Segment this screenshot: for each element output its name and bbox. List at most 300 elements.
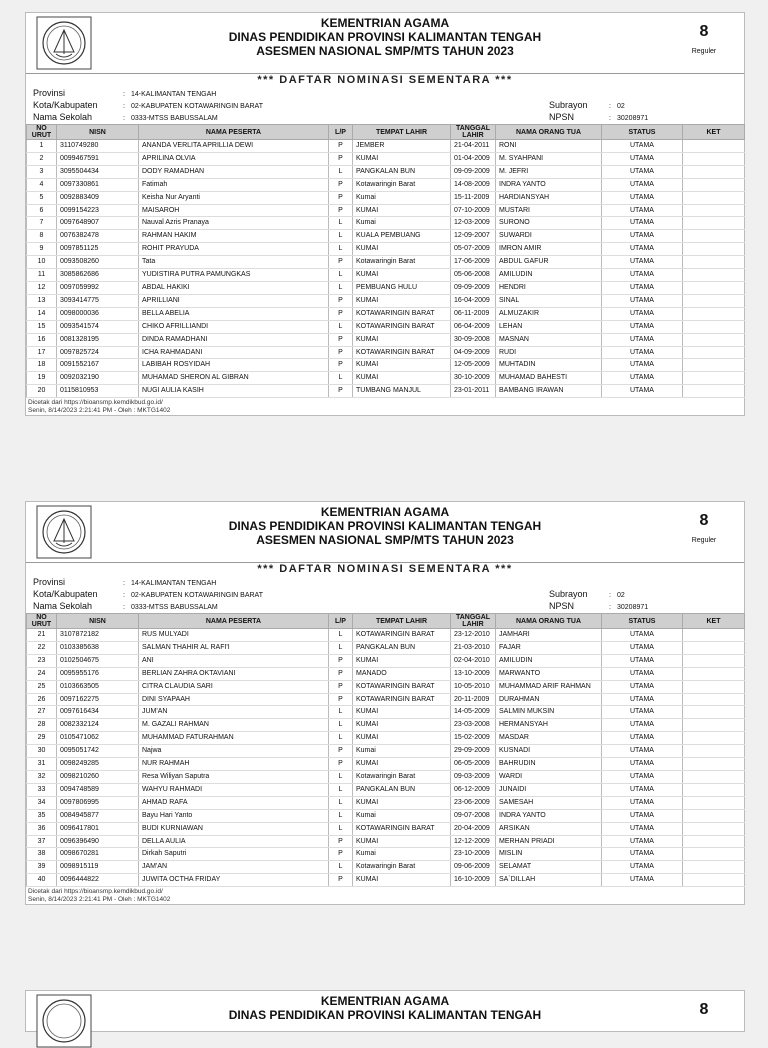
- page-header: [26, 13, 744, 74]
- cell-nama: Nauval Azris Pranaya: [139, 217, 329, 230]
- cell-status: UTAMA: [602, 809, 683, 822]
- cell-no: 25: [27, 680, 57, 693]
- cell-tempat-lahir: PANGKALAN BUN: [353, 783, 451, 796]
- cell-no: 14: [27, 307, 57, 320]
- table-row: [27, 822, 745, 835]
- cell-lp: P: [329, 359, 353, 372]
- cell-no: 29: [27, 732, 57, 745]
- table-row: [27, 281, 745, 294]
- cell-nama-ortu: MARWANTO: [496, 667, 602, 680]
- provinsi-label: Provinsi: [33, 88, 66, 98]
- report-page-1: [25, 12, 745, 416]
- cell-no: 8: [27, 230, 57, 243]
- cell-nisn: 0092032190: [57, 372, 139, 385]
- cell-tanggal-lahir: 09-09-2009: [451, 165, 496, 178]
- cell-lp: P: [329, 346, 353, 359]
- cell-tanggal-lahir: 12-05-2009: [451, 359, 496, 372]
- cell-nama: MUHAMMAD FATURAHMAN: [139, 732, 329, 745]
- cell-nama: NUR RAHMAH: [139, 758, 329, 771]
- cell-lp: P: [329, 140, 353, 153]
- cell-lp: P: [329, 256, 353, 269]
- cell-nama-ortu: MASDAR: [496, 732, 602, 745]
- cell-status: UTAMA: [602, 654, 683, 667]
- cell-tempat-lahir: KOTAWARINGIN BARAT: [353, 693, 451, 706]
- cell-status: UTAMA: [602, 178, 683, 191]
- cell-nama: WAHYU RAHMADI: [139, 783, 329, 796]
- cell-tempat-lahir: KUMAI: [353, 719, 451, 732]
- cell-ket: [683, 667, 745, 680]
- table-row: [27, 783, 745, 796]
- footer-line-2: Senin, 8/14/2023 2:21:41 PM - Oleh : MKTG1402: [28, 407, 171, 415]
- cell-lp: L: [329, 732, 353, 745]
- cell-ket: [683, 835, 745, 848]
- cell-nama-ortu: M. SYAHPANI: [496, 152, 602, 165]
- provinsi-value: 14-KALIMANTAN TENGAH: [131, 91, 217, 98]
- cell-no: 2: [27, 152, 57, 165]
- cell-tempat-lahir: MANADO: [353, 667, 451, 680]
- cell-lp: P: [329, 385, 353, 398]
- cell-tanggal-lahir: 13-10-2009: [451, 667, 496, 680]
- table-row: [27, 178, 745, 191]
- cell-ket: [683, 641, 745, 654]
- cell-status: UTAMA: [602, 693, 683, 706]
- cell-ket: [683, 758, 745, 771]
- cell-no: 35: [27, 809, 57, 822]
- cell-ket: [683, 680, 745, 693]
- cell-ket: [683, 783, 745, 796]
- cell-status: UTAMA: [602, 333, 683, 346]
- cell-no: 15: [27, 320, 57, 333]
- cell-tempat-lahir: KUMAI: [353, 654, 451, 667]
- cell-ket: [683, 372, 745, 385]
- cell-tempat-lahir: KOTAWARINGIN BARAT: [353, 629, 451, 642]
- cell-tanggal-lahir: 12-09-2007: [451, 230, 496, 243]
- cell-ket: [683, 809, 745, 822]
- table-row: [27, 256, 745, 269]
- cell-nisn: 0096417801: [57, 822, 139, 835]
- cell-tempat-lahir: PANGKALAN BUN: [353, 641, 451, 654]
- cell-nisn: 0091552167: [57, 359, 139, 372]
- cell-nama-ortu: INDRA YANTO: [496, 178, 602, 191]
- cell-tanggal-lahir: 12-12-2009: [451, 835, 496, 848]
- subrayon-label: Subrayon: [549, 589, 588, 599]
- npsn-value: 30208971: [617, 115, 649, 122]
- cell-nisn: 0097162275: [57, 693, 139, 706]
- cell-status: UTAMA: [602, 641, 683, 654]
- cell-status: UTAMA: [602, 835, 683, 848]
- col-tanggal: TANGGAL LAHIR: [451, 614, 496, 629]
- cell-nisn: 0097330861: [57, 178, 139, 191]
- cell-tanggal-lahir: 21-03-2010: [451, 641, 496, 654]
- sekolah-label: Nama Sekolah: [33, 112, 93, 122]
- cell-nama: DODY RAMADHAN: [139, 165, 329, 178]
- cell-nisn: 0103663505: [57, 680, 139, 693]
- cell-lp: L: [329, 269, 353, 282]
- cell-tanggal-lahir: 14-08-2009: [451, 178, 496, 191]
- cell-tanggal-lahir: 06-11-2009: [451, 307, 496, 320]
- cell-tempat-lahir: Kumai: [353, 809, 451, 822]
- cell-nisn: 0098915119: [57, 861, 139, 874]
- cell-nisn: 0103385638: [57, 641, 139, 654]
- cell-nama: Tata: [139, 256, 329, 269]
- cell-lp: P: [329, 294, 353, 307]
- cell-nama: APRILINA OLVIA: [139, 152, 329, 165]
- cell-nama: DINI SYAPAAH: [139, 693, 329, 706]
- cell-no: 12: [27, 281, 57, 294]
- subrayon-value: 02: [617, 592, 625, 599]
- cell-tempat-lahir: Kotawaringin Barat: [353, 770, 451, 783]
- cell-tempat-lahir: Kumai: [353, 745, 451, 758]
- cell-status: UTAMA: [602, 269, 683, 282]
- cell-tempat-lahir: KUMAI: [353, 152, 451, 165]
- cell-ket: [683, 745, 745, 758]
- cell-no: 21: [27, 629, 57, 642]
- table-row: [27, 835, 745, 848]
- cell-tempat-lahir: Kotawaringin Barat: [353, 178, 451, 191]
- cell-nisn: 0115810953: [57, 385, 139, 398]
- cell-lp: P: [329, 178, 353, 191]
- cell-no: 11: [27, 269, 57, 282]
- table-row: [27, 307, 745, 320]
- cell-no: 33: [27, 783, 57, 796]
- header-line-2: DINAS PENDIDIKAN PROVINSI KALIMANTAN TENGAH: [228, 519, 542, 533]
- cell-nama-ortu: AMILUDIN: [496, 654, 602, 667]
- col-no: NO URUT: [27, 614, 57, 629]
- sekolah-label: Nama Sekolah: [33, 601, 93, 611]
- cell-status: UTAMA: [602, 294, 683, 307]
- cell-status: UTAMA: [602, 822, 683, 835]
- kota-label: Kota/Kabupaten: [33, 100, 98, 110]
- cell-lp: L: [329, 809, 353, 822]
- cell-nisn: 3107872182: [57, 629, 139, 642]
- cell-no: 26: [27, 693, 57, 706]
- page-number: 8: [699, 1001, 709, 1018]
- cell-nama-ortu: RONI: [496, 140, 602, 153]
- table-row: [27, 874, 745, 887]
- cell-lp: L: [329, 165, 353, 178]
- cell-nisn: 0095051742: [57, 745, 139, 758]
- cell-tanggal-lahir: 23-10-2009: [451, 848, 496, 861]
- cell-lp: L: [329, 719, 353, 732]
- cell-nama-ortu: ABDUL GAFUR: [496, 256, 602, 269]
- cell-tanggal-lahir: 02-04-2010: [451, 654, 496, 667]
- cell-ket: [683, 822, 745, 835]
- cell-tempat-lahir: KUMAI: [353, 359, 451, 372]
- report-page-3: [25, 990, 745, 1032]
- subtitle: *** DAFTAR NOMINASI SEMENTARA ***: [257, 74, 513, 86]
- cell-tempat-lahir: KUMAI: [353, 204, 451, 217]
- cell-tempat-lahir: KUMAI: [353, 333, 451, 346]
- table-row: [27, 333, 745, 346]
- npsn-label: NPSN: [549, 112, 575, 122]
- print-footer: [26, 887, 744, 904]
- cell-no: 34: [27, 796, 57, 809]
- cell-nama-ortu: INDRA YANTO: [496, 809, 602, 822]
- cell-nama: APRILLIANI: [139, 294, 329, 307]
- report-page-2: [25, 501, 745, 905]
- cell-tanggal-lahir: 06-12-2009: [451, 783, 496, 796]
- cell-no: 7: [27, 217, 57, 230]
- cell-nama: BELLA ABELIA: [139, 307, 329, 320]
- cell-ket: [683, 256, 745, 269]
- cell-nama: MAISAROH: [139, 204, 329, 217]
- cell-no: 27: [27, 706, 57, 719]
- cell-nama: RAHMAN HAKIM: [139, 230, 329, 243]
- cell-lp: P: [329, 204, 353, 217]
- cell-status: UTAMA: [602, 204, 683, 217]
- cell-nama-ortu: MERHAN PRIADI: [496, 835, 602, 848]
- cell-nisn: 0097616434: [57, 706, 139, 719]
- cell-nisn: 0095955176: [57, 667, 139, 680]
- col-ket: KET: [683, 614, 745, 629]
- cell-nama: Keisha Nur Aryanti: [139, 191, 329, 204]
- table-row: [27, 346, 745, 359]
- cell-status: UTAMA: [602, 770, 683, 783]
- cell-nama: Fatimah: [139, 178, 329, 191]
- table-row: [27, 320, 745, 333]
- cell-status: UTAMA: [602, 861, 683, 874]
- cell-status: UTAMA: [602, 758, 683, 771]
- footer-line-2: Senin, 8/14/2023 2:21:41 PM - Oleh : MKTG1402: [28, 896, 171, 904]
- cell-nama-ortu: SAMESAH: [496, 796, 602, 809]
- cell-nisn: 0097825724: [57, 346, 139, 359]
- cell-status: UTAMA: [602, 281, 683, 294]
- cell-nisn: 0081328195: [57, 333, 139, 346]
- cell-nisn: 0096396490: [57, 835, 139, 848]
- cell-status: UTAMA: [602, 359, 683, 372]
- table-row: [27, 294, 745, 307]
- cell-nama-ortu: SINAL: [496, 294, 602, 307]
- cell-lp: P: [329, 693, 353, 706]
- cell-nisn: 0099467591: [57, 152, 139, 165]
- cell-nama: BUDI KURNIAWAN: [139, 822, 329, 835]
- col-ortu: NAMA ORANG TUA: [496, 614, 602, 629]
- nominee-table: [26, 613, 745, 887]
- cell-lp: L: [329, 822, 353, 835]
- cell-ket: [683, 359, 745, 372]
- cell-nama: ANANDA VERLITA APRILLIA DEWI: [139, 140, 329, 153]
- page-number: 8: [699, 23, 709, 40]
- cell-lp: P: [329, 848, 353, 861]
- table-row: [27, 140, 745, 153]
- cell-lp: L: [329, 641, 353, 654]
- cell-ket: [683, 719, 745, 732]
- cell-nama-ortu: SURONO: [496, 217, 602, 230]
- cell-nisn: 0097806995: [57, 796, 139, 809]
- cell-nisn: 0076382478: [57, 230, 139, 243]
- table-row: [27, 680, 745, 693]
- cell-tempat-lahir: KOTAWARINGIN BARAT: [353, 320, 451, 333]
- cell-lp: P: [329, 745, 353, 758]
- cell-tanggal-lahir: 21-04-2011: [451, 140, 496, 153]
- cell-tanggal-lahir: 30-10-2009: [451, 372, 496, 385]
- cell-ket: [683, 320, 745, 333]
- cell-tanggal-lahir: 05-07-2009: [451, 243, 496, 256]
- provinsi-label: Provinsi: [33, 577, 66, 587]
- cell-nisn: 0084945877: [57, 809, 139, 822]
- cell-tempat-lahir: KUMAI: [353, 835, 451, 848]
- cell-nama-ortu: MUHTADIN: [496, 359, 602, 372]
- cell-nama-ortu: ARSIKAN: [496, 822, 602, 835]
- table-row: [27, 732, 745, 745]
- cell-nama-ortu: JAMHARI: [496, 629, 602, 642]
- table-row: [27, 269, 745, 282]
- cell-nama: Dirkah Saputri: [139, 848, 329, 861]
- cell-no: 9: [27, 243, 57, 256]
- col-tempat: TEMPAT LAHIR: [353, 614, 451, 629]
- cell-nisn: 0097059992: [57, 281, 139, 294]
- cell-tempat-lahir: PEMBUANG HULU: [353, 281, 451, 294]
- header-title: [26, 16, 744, 58]
- cell-nama-ortu: IMRON AMIR: [496, 243, 602, 256]
- cell-nisn: 0096444822: [57, 874, 139, 887]
- table-row: [27, 693, 745, 706]
- cell-status: UTAMA: [602, 848, 683, 861]
- cell-tanggal-lahir: 23-06-2009: [451, 796, 496, 809]
- table-row: [27, 848, 745, 861]
- cell-ket: [683, 294, 745, 307]
- cell-tanggal-lahir: 20-04-2009: [451, 822, 496, 835]
- cell-status: UTAMA: [602, 165, 683, 178]
- cell-tempat-lahir: KUMAI: [353, 294, 451, 307]
- cell-tanggal-lahir: 09-03-2009: [451, 770, 496, 783]
- cell-nama-ortu: BAHRUDIN: [496, 758, 602, 771]
- cell-no: 17: [27, 346, 57, 359]
- cell-no: 24: [27, 667, 57, 680]
- cell-status: UTAMA: [602, 217, 683, 230]
- cell-tempat-lahir: KUMAI: [353, 732, 451, 745]
- cell-no: 1: [27, 140, 57, 153]
- cell-nama-ortu: M. JEFRI: [496, 165, 602, 178]
- header-line-1: KEMENTRIAN AGAMA: [320, 16, 450, 30]
- cell-nama-ortu: HARDIANSYAH: [496, 191, 602, 204]
- table-row: [27, 770, 745, 783]
- table-row: [27, 165, 745, 178]
- table-row: [27, 629, 745, 642]
- table-row: [27, 654, 745, 667]
- cell-status: UTAMA: [602, 629, 683, 642]
- cell-nama: NUGI AULIA KASIH: [139, 385, 329, 398]
- cell-status: UTAMA: [602, 307, 683, 320]
- table-body: [27, 140, 745, 398]
- cell-nama-ortu: MISLIN: [496, 848, 602, 861]
- cell-nisn: 0099154223: [57, 204, 139, 217]
- cell-nisn: 0093541574: [57, 320, 139, 333]
- cell-tanggal-lahir: 23-03-2008: [451, 719, 496, 732]
- cell-status: UTAMA: [602, 230, 683, 243]
- col-ortu: NAMA ORANG TUA: [496, 125, 602, 140]
- cell-nama: Resa Wiliyan Saputra: [139, 770, 329, 783]
- header-line-3: ASESMEN NASIONAL SMP/MTS TAHUN 2023: [256, 533, 514, 547]
- subrayon-label: Subrayon: [549, 100, 588, 110]
- cell-nama-ortu: LEHAN: [496, 320, 602, 333]
- cell-status: UTAMA: [602, 783, 683, 796]
- cell-ket: [683, 796, 745, 809]
- cell-tanggal-lahir: 29-09-2009: [451, 745, 496, 758]
- cell-no: 30: [27, 745, 57, 758]
- table-row: [27, 719, 745, 732]
- table-row: [27, 745, 745, 758]
- cell-tanggal-lahir: 23-01-2011: [451, 385, 496, 398]
- cell-status: UTAMA: [602, 732, 683, 745]
- cell-ket: [683, 230, 745, 243]
- cell-no: 13: [27, 294, 57, 307]
- cell-nama-ortu: RUDI: [496, 346, 602, 359]
- cell-nama: ABDAL HAKIKI: [139, 281, 329, 294]
- cell-lp: P: [329, 874, 353, 887]
- cell-nama: DINDA RAMADHANI: [139, 333, 329, 346]
- cell-no: 19: [27, 372, 57, 385]
- header-title: [26, 505, 744, 547]
- cell-tanggal-lahir: 16-10-2009: [451, 874, 496, 887]
- cell-tempat-lahir: KUMAI: [353, 372, 451, 385]
- table-row: [27, 359, 745, 372]
- cell-lp: L: [329, 217, 353, 230]
- cell-nama-ortu: WARDI: [496, 770, 602, 783]
- footer-line-1: Dicetak dari https://bioansmp.kemdikbud.go.id/: [28, 888, 163, 896]
- subrayon-value: 02: [617, 103, 625, 110]
- cell-status: UTAMA: [602, 191, 683, 204]
- cell-no: 38: [27, 848, 57, 861]
- cell-nama-ortu: DURAHMAN: [496, 693, 602, 706]
- cell-no: 39: [27, 861, 57, 874]
- cell-ket: [683, 770, 745, 783]
- col-status: STATUS: [602, 614, 683, 629]
- cell-nisn: 3085862686: [57, 269, 139, 282]
- cell-no: 18: [27, 359, 57, 372]
- cell-tanggal-lahir: 05-06-2008: [451, 269, 496, 282]
- cell-status: UTAMA: [602, 256, 683, 269]
- cell-tanggal-lahir: 30-09-2008: [451, 333, 496, 346]
- page-number: 8: [699, 512, 709, 529]
- cell-status: UTAMA: [602, 745, 683, 758]
- cell-ket: [683, 140, 745, 153]
- cell-nama: ANI: [139, 654, 329, 667]
- table-row: [27, 706, 745, 719]
- cell-nama: MUHAMAD SHERON AL GIBRAN: [139, 372, 329, 385]
- cell-no: 20: [27, 385, 57, 398]
- cell-nama: BERLIAN ZAHRA OKTAVIANI: [139, 667, 329, 680]
- cell-lp: P: [329, 654, 353, 667]
- cell-nama: JUM'AN: [139, 706, 329, 719]
- cell-ket: [683, 217, 745, 230]
- cell-ket: [683, 848, 745, 861]
- cell-status: UTAMA: [602, 796, 683, 809]
- cell-ket: [683, 243, 745, 256]
- cell-nisn: 0092883409: [57, 191, 139, 204]
- cell-tanggal-lahir: 15-11-2009: [451, 191, 496, 204]
- table-body: [27, 629, 745, 887]
- cell-no: 10: [27, 256, 57, 269]
- cell-nisn: 0098249285: [57, 758, 139, 771]
- cell-status: UTAMA: [602, 874, 683, 887]
- cell-nama-ortu: BAMBANG IRAWAN: [496, 385, 602, 398]
- header-line-2: DINAS PENDIDIKAN PROVINSI KALIMANTAN TENGAH: [228, 30, 542, 44]
- cell-tempat-lahir: Kumai: [353, 217, 451, 230]
- cell-status: UTAMA: [602, 140, 683, 153]
- cell-nama-ortu: SELAMAT: [496, 861, 602, 874]
- col-lp: L/P: [329, 614, 353, 629]
- cell-tempat-lahir: KUMAI: [353, 243, 451, 256]
- cell-tanggal-lahir: 10-05-2010: [451, 680, 496, 693]
- cell-lp: P: [329, 667, 353, 680]
- col-nama: NAMA PESERTA: [139, 614, 329, 629]
- cell-nama: M. GAZALI RAHMAN: [139, 719, 329, 732]
- cell-nisn: 0098670281: [57, 848, 139, 861]
- cell-no: 4: [27, 178, 57, 191]
- cell-nama: RUS MULYADI: [139, 629, 329, 642]
- cell-tanggal-lahir: 09-07-2008: [451, 809, 496, 822]
